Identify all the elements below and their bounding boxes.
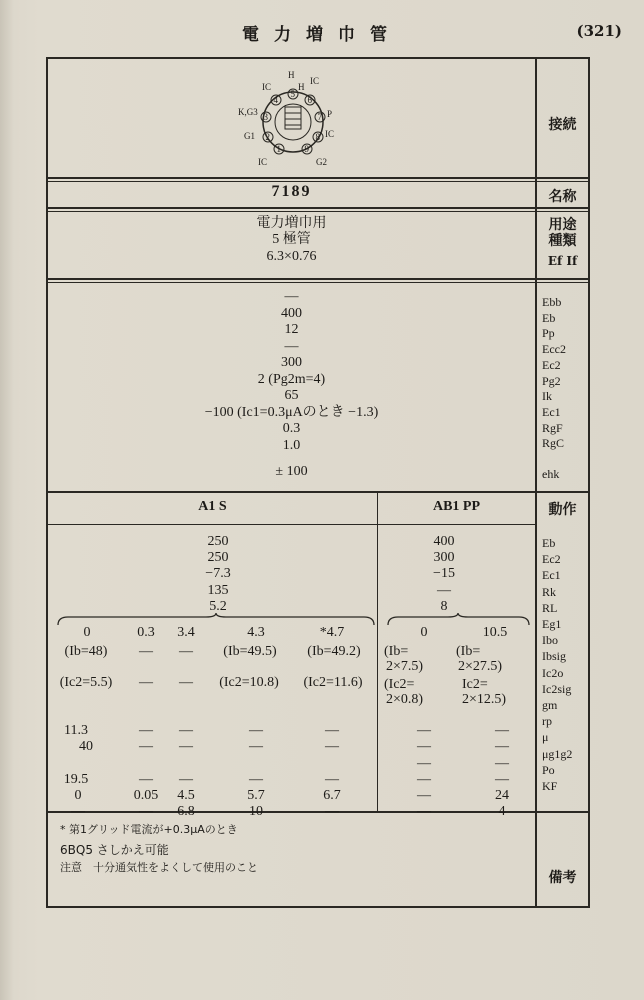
row-divider — [48, 278, 588, 280]
pin-7-label: 7 — [317, 112, 322, 122]
a-cell: 11.3 — [64, 723, 88, 738]
a-cell: 0 — [74, 788, 82, 803]
op-symbol: μg1g2 — [542, 746, 573, 761]
a-cell: — — [325, 723, 339, 738]
a-cell: 10 — [249, 804, 263, 819]
tube-base-diagram — [238, 67, 348, 171]
op-value: 135 — [207, 582, 229, 598]
pin-label-g2: G2 — [316, 157, 327, 167]
rating-symbol: Ec1 — [542, 404, 561, 419]
op-symbol: Ec2 — [542, 552, 561, 567]
ab-cell: 2×7.5) — [386, 659, 424, 674]
page-number: (321) — [576, 22, 622, 40]
op-symbol: gm — [542, 698, 558, 713]
pin-label-h2: H — [298, 82, 305, 92]
ab-cell: 2×0.8) — [386, 692, 424, 707]
rating-symbol: Eb — [542, 310, 556, 325]
a-cell: — — [325, 772, 339, 787]
a-cell: (Ib=49.2) — [307, 644, 361, 659]
a-cell: *4.7 — [319, 625, 345, 640]
rating-symbol: Ik — [542, 389, 552, 404]
a-cell: — — [139, 772, 153, 787]
op-value: 5.2 — [209, 598, 227, 614]
op-value: 250 — [207, 534, 229, 549]
rating-value: 1.0 — [282, 437, 301, 453]
ab-cell: 10.5 — [482, 625, 508, 640]
a-cell: — — [179, 739, 193, 754]
a-cell: — — [249, 723, 263, 738]
op-symbol: rp — [542, 714, 552, 729]
ratings-symbols — [542, 295, 566, 452]
tube-heater: 6.3×0.76 — [266, 249, 317, 264]
row-divider — [48, 207, 588, 209]
operation-label: 動作 — [548, 502, 577, 518]
op-value: — — [437, 582, 451, 598]
ab-cell: Ic2= — [462, 677, 488, 692]
rating-symbol: Pg2 — [542, 373, 561, 388]
ehk-symbol: ehk — [542, 467, 560, 481]
rating-value: 0.3 — [282, 421, 301, 436]
class-ab-top-values — [414, 534, 474, 615]
pin-label-ic4: IC — [262, 82, 271, 92]
ab-cell: — — [495, 739, 509, 754]
op-value: −15 — [433, 566, 455, 582]
rating-value: 400 — [281, 305, 302, 321]
row-divider — [48, 211, 588, 212]
op-symbol: Eg1 — [542, 617, 562, 632]
rating-value: 300 — [281, 355, 302, 370]
row-divider — [48, 491, 588, 493]
remark-line-2: 6BQ5 さしかえ可能 — [60, 843, 169, 857]
op-value: 400 — [433, 534, 455, 549]
tube-usage: 電力増巾用 — [256, 216, 327, 231]
a-cell: 0 — [83, 625, 91, 640]
operation-symbols — [542, 535, 572, 794]
row-divider — [48, 177, 588, 179]
name-label: 名称 — [548, 189, 577, 205]
a-cell: 19.5 — [63, 772, 89, 787]
op-value: −7.3 — [205, 566, 231, 582]
op-symbol: Po — [542, 762, 555, 777]
ab-cell: — — [417, 723, 431, 738]
row-divider — [48, 181, 588, 182]
rating-symbol: RgF — [542, 420, 563, 435]
a-cell: (Ic2=10.8) — [219, 675, 279, 690]
ab-cell: 0 — [420, 625, 428, 640]
ab-cell: (Ib= — [456, 644, 481, 659]
a-cell: — — [325, 739, 339, 754]
ab-cell: 24 — [495, 788, 509, 803]
rating-value: 65 — [284, 388, 299, 403]
ab-cell: 4 — [498, 804, 506, 819]
op-symbol: Eb — [542, 536, 556, 550]
op-symbol: Ibsig — [542, 649, 566, 664]
a-cell: (Ib=49.5) — [223, 644, 277, 659]
op-symbol: Ic2sig — [542, 681, 572, 696]
pin-5-label: 5 — [290, 89, 295, 99]
ab-cell: — — [495, 756, 509, 771]
class-ab-header: AB1 PP — [432, 499, 481, 514]
rating-value: 2 (Pg2m=4) — [257, 371, 326, 387]
a-cell: — — [139, 739, 153, 754]
rating-value: — — [284, 289, 299, 304]
class-a-top-values — [188, 534, 248, 615]
op-symbol: KF — [542, 779, 558, 794]
op-value: 300 — [433, 550, 455, 566]
spec-table — [46, 57, 590, 908]
a-cell: 6.7 — [323, 788, 341, 803]
page-header-title: 電力増巾管 — [242, 25, 402, 45]
a-cell: — — [249, 739, 263, 754]
op-symbol: RL — [542, 600, 558, 615]
a-cell: (Ib=48) — [64, 644, 108, 659]
ef-if-label: Ef If — [547, 254, 578, 268]
pin-8-label: 8 — [315, 132, 320, 142]
remarks-label: 備考 — [548, 870, 577, 886]
ab-cell: — — [417, 788, 431, 803]
a-cell: — — [71, 804, 85, 819]
ab-cell: 2×12.5) — [462, 692, 507, 707]
ehk-value: ± 100 — [275, 464, 308, 479]
a-cell: — — [139, 804, 153, 819]
op-symbol: Ec1 — [542, 568, 561, 583]
op-value: 250 — [207, 550, 229, 566]
pin-6-label: 6 — [307, 95, 312, 105]
a-cell: (Ic2=11.6) — [303, 675, 363, 690]
rating-symbol: Ecc2 — [542, 342, 566, 357]
rating-value: 12 — [284, 322, 299, 337]
rating-symbol: Ec2 — [542, 357, 561, 372]
pin-4-label: 4 — [273, 95, 278, 105]
a-cell: 4.5 — [177, 788, 195, 803]
row-divider — [48, 282, 588, 283]
pin-label-kg3: K,G3 — [238, 107, 258, 117]
type-label: 種類 — [548, 233, 577, 249]
a-cell: 6.8 — [177, 804, 195, 819]
pin-label-ic3: IC — [258, 157, 267, 167]
rating-value: — — [284, 338, 299, 354]
row-divider — [48, 524, 535, 525]
tube-type: 5 極管 — [272, 232, 311, 247]
pin-1-label: 1 — [276, 144, 281, 154]
pin-2-label: 2 — [265, 132, 270, 142]
pin-label-h: H — [288, 70, 295, 80]
a-cell: — — [249, 772, 263, 787]
op-symbol: Rk — [542, 584, 557, 599]
rating-symbol: Pp — [542, 326, 555, 341]
a-cell: 0.3 — [137, 625, 155, 640]
remark-line-1: * 第1グリッド電流が+0.3μAのとき — [60, 823, 238, 836]
ab-cell: — — [495, 772, 509, 787]
class-divider — [377, 491, 378, 811]
ab-cell: — — [495, 723, 509, 738]
rating-symbol: RgC — [542, 436, 565, 451]
pin-label-g1: G1 — [244, 131, 255, 141]
a-cell: 3.4 — [177, 625, 195, 640]
op-symbol: Ic2o — [542, 665, 564, 680]
a-cell: — — [325, 804, 339, 819]
rating-value: −100 (Ic1=0.3μAのとき −1.3) — [204, 404, 379, 420]
ab-cell: — — [417, 739, 431, 754]
a-cell: — — [139, 723, 153, 738]
pin-label-p: P — [327, 109, 333, 119]
op-value: 8 — [440, 598, 448, 614]
op-symbol: μ — [542, 730, 549, 745]
usage-label: 用途 — [548, 217, 577, 233]
class-a-header: A1 S — [198, 499, 227, 514]
pin-label-ic2: IC — [325, 129, 334, 139]
a-cell: (Ic2=5.5) — [59, 675, 113, 690]
op-symbol: Ibo — [542, 633, 558, 648]
tube-name: 7189 — [271, 183, 312, 200]
ab-cell: 2×27.5) — [458, 659, 503, 674]
a-cell: 5.7 — [247, 788, 265, 803]
rating-symbol: Ebb — [542, 295, 562, 309]
remark-line-3: 注意 十分通気性をよくして使用のこと — [60, 861, 258, 874]
a-cell: — — [139, 675, 153, 690]
ratings-values — [48, 289, 535, 454]
pin-9-label: 9 — [304, 144, 309, 154]
a-cell: — — [139, 644, 153, 659]
ab-cell: — — [417, 772, 431, 787]
a-cell: — — [179, 723, 193, 738]
ab-cell: — — [417, 756, 431, 771]
connection-label: 接続 — [548, 117, 577, 133]
ab-cell: — — [417, 804, 431, 819]
a-cell: — — [179, 675, 193, 690]
a-cell: 0.05 — [133, 788, 159, 803]
a-cell: 4.3 — [247, 625, 265, 640]
ab-cell: (Ib= — [384, 644, 409, 659]
a-cell: 40 — [79, 739, 93, 754]
a-cell: — — [179, 772, 193, 787]
pin-label-ic: IC — [310, 76, 319, 86]
a-cell: — — [179, 644, 193, 659]
ab-cell: (Ic2= — [384, 677, 415, 692]
pin-3-label: 3 — [263, 112, 268, 122]
